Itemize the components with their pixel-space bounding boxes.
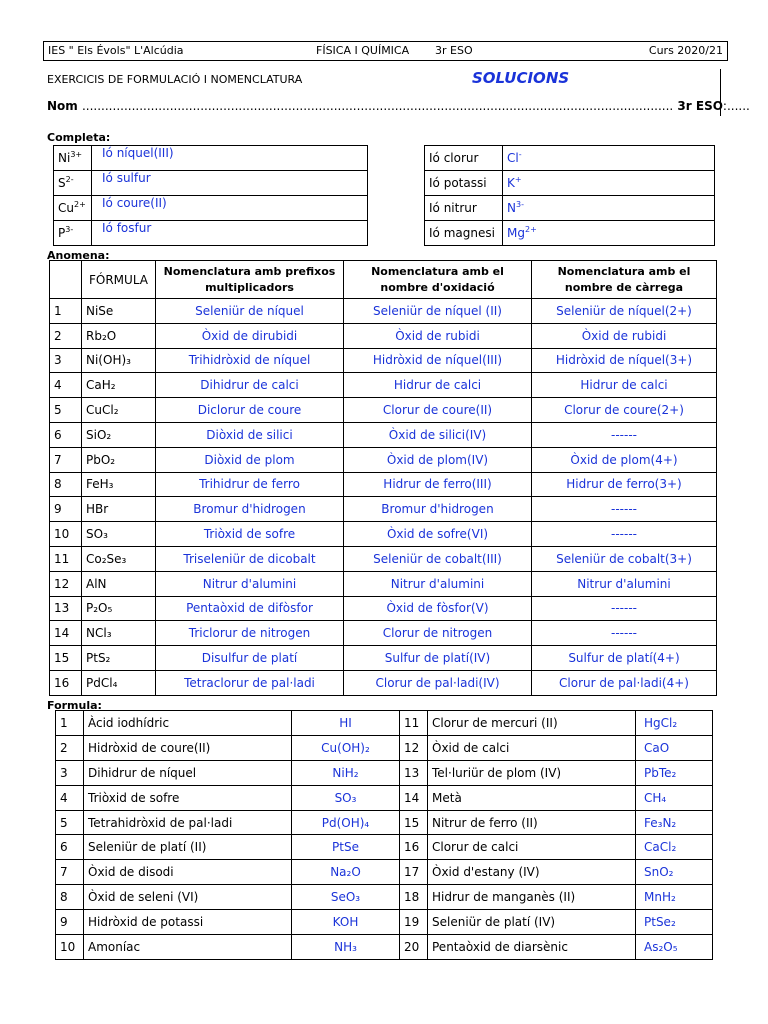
charge-name-answer: ------	[532, 497, 717, 522]
anomena-row	[50, 596, 717, 621]
row-number-left: 5	[56, 810, 84, 835]
anomena-header-number	[50, 261, 82, 299]
row-number: 6	[50, 422, 82, 447]
row-number-right: 20	[400, 935, 428, 960]
charge-name-answer: Clorur de pal·ladi(4+)	[532, 670, 717, 695]
charge-name-answer: ------	[532, 422, 717, 447]
ion-name: Ió nitrur	[425, 196, 503, 221]
oxidation-name-answer: Clorur de nitrogen	[344, 621, 532, 646]
row-number-left: 6	[56, 835, 84, 860]
oxidation-name-answer: Bromur d'hidrogen	[344, 497, 532, 522]
formula-answer-left: SeO₃	[292, 885, 400, 910]
charge-name-answer: Òxid de rubidi	[532, 323, 717, 348]
ion-formula-answer: N	[507, 201, 516, 215]
formula-cell: PdCl₄	[82, 670, 156, 695]
compound-name-left: Òxid de disodi	[84, 860, 292, 885]
formula-answer-left: PtSe	[292, 835, 400, 860]
oxidation-name-answer: Seleniür de níquel (II)	[344, 299, 532, 324]
formula-answer-right: As₂O₅	[636, 935, 713, 960]
anomena-header-row	[50, 261, 717, 299]
row-number-right: 17	[400, 860, 428, 885]
charge-name-answer: ------	[532, 596, 717, 621]
charge-name-answer: ------	[532, 522, 717, 547]
row-number: 15	[50, 646, 82, 671]
charge-name-answer: Òxid de plom(4+)	[532, 447, 717, 472]
completa-left-row	[54, 221, 368, 246]
ion-symbol-cell	[54, 196, 92, 221]
prefix-name-answer: Dihidrur de calci	[156, 373, 344, 398]
anomena-row	[50, 571, 717, 596]
compound-name-left: Tetrahidròxid de pal·ladi	[84, 810, 292, 835]
compound-name-left: Triòxid de sofre	[84, 785, 292, 810]
formula-cell: AlN	[82, 571, 156, 596]
row-number-right: 15	[400, 810, 428, 835]
formula-cell: CaH₂	[82, 373, 156, 398]
anomena-row	[50, 670, 717, 695]
anomena-row	[50, 348, 717, 373]
exercise-title: EXERCICIS DE FORMULACIÓ I NOMENCLATURA	[47, 73, 303, 86]
prefix-name-answer: Diclorur de coure	[156, 398, 344, 423]
completa-right-row	[425, 146, 715, 171]
oxidation-name-answer: Nitrur d'alumini	[344, 571, 532, 596]
formula-answer-right: Fe₃N₂	[636, 810, 713, 835]
row-number-left: 2	[56, 735, 84, 760]
anomena-header-formula: FÓRMULA	[82, 261, 156, 299]
formula-cell: SO₃	[82, 522, 156, 547]
completa-left-table	[53, 145, 368, 246]
charge-name-answer: Sulfur de platí(4+)	[532, 646, 717, 671]
oxidation-name-answer: Òxid de fòsfor(V)	[344, 596, 532, 621]
formula-cell: PbO₂	[82, 447, 156, 472]
formula-answer-left: SO₃	[292, 785, 400, 810]
completa-right-row	[425, 196, 715, 221]
row-number: 12	[50, 571, 82, 596]
row-number: 16	[50, 670, 82, 695]
row-number: 10	[50, 522, 82, 547]
formula-answer-left: NiH₂	[292, 760, 400, 785]
row-number-right: 13	[400, 760, 428, 785]
compound-name-right: Pentaòxid de diarsènic	[428, 935, 636, 960]
prefix-name-answer: Trihidròxid de níquel	[156, 348, 344, 373]
completa-left-row	[54, 146, 368, 171]
charge-name-answer: Nitrur d'alumini	[532, 571, 717, 596]
prefix-name-answer: Diòxid de plom	[156, 447, 344, 472]
row-number: 7	[50, 447, 82, 472]
formula-answer-left: KOH	[292, 910, 400, 935]
formula-answer-left: Na₂O	[292, 860, 400, 885]
formula-answer-right: CH₄	[636, 785, 713, 810]
anomena-header-prefix: Nomenclatura amb prefixos multiplicadors	[156, 261, 344, 299]
compound-name-right: Tel·luriür de plom (IV)	[428, 760, 636, 785]
formula-cell: Rb₂O	[82, 323, 156, 348]
oxidation-name-answer: Òxid de silici(IV)	[344, 422, 532, 447]
row-number-right: 19	[400, 910, 428, 935]
ion-symbol: Cu	[58, 201, 74, 215]
row-number-right: 11	[400, 711, 428, 736]
ion-name: Ió magnesi	[425, 221, 503, 246]
compound-name-right: Òxid d'estany (IV)	[428, 860, 636, 885]
anomena-row	[50, 398, 717, 423]
oxidation-name-answer: Òxid de plom(IV)	[344, 447, 532, 472]
formula-row	[56, 735, 713, 760]
row-number: 8	[50, 472, 82, 497]
completa-right-table	[424, 145, 715, 246]
ion-formula-answer: Cl	[507, 151, 519, 165]
formula-row	[56, 860, 713, 885]
compound-name-left: Amoníac	[84, 935, 292, 960]
oxidation-name-answer: Clorur de pal·ladi(IV)	[344, 670, 532, 695]
compound-name-left: Seleniür de platí (II)	[84, 835, 292, 860]
completa-right-row	[425, 171, 715, 196]
name-line	[47, 99, 750, 113]
prefix-name-answer: Disulfur de platí	[156, 646, 344, 671]
formula-row	[56, 935, 713, 960]
completa-title: Completa:	[47, 131, 111, 144]
ion-formula-answer: K	[507, 176, 515, 190]
prefix-name-answer: Tetraclorur de pal·ladi	[156, 670, 344, 695]
ion-formula-charge: 3-	[515, 200, 524, 209]
compound-name-left: Hidròxid de potassi	[84, 910, 292, 935]
formula-row	[56, 835, 713, 860]
formula-answer-left: Cu(OH)₂	[292, 735, 400, 760]
ion-symbol: P	[58, 226, 66, 240]
completa-left-row	[54, 171, 368, 196]
formula-row	[56, 785, 713, 810]
ion-name: Ió clorur	[425, 146, 503, 171]
prefix-name-answer: Diòxid de silici	[156, 422, 344, 447]
oxidation-name-answer: Òxid de sofre(VI)	[344, 522, 532, 547]
name-dots: ...........................................................................................................................................................	[81, 99, 674, 113]
formula-answer-left: NH₃	[292, 935, 400, 960]
formula-cell: Co₂Se₃	[82, 546, 156, 571]
prefix-name-answer: Triclorur de nitrogen	[156, 621, 344, 646]
charge-name-answer: Seleniür de níquel(2+)	[532, 299, 717, 324]
prefix-name-answer: Trihidrur de ferro	[156, 472, 344, 497]
charge-name-answer: Seleniür de cobalt(3+)	[532, 546, 717, 571]
formula-cell: CuCl₂	[82, 398, 156, 423]
formula-answer-left: HI	[292, 711, 400, 736]
prefix-name-answer: Bromur d'hidrogen	[156, 497, 344, 522]
compound-name-left: Dihidrur de níquel	[84, 760, 292, 785]
compound-name-right: Nitrur de ferro (II)	[428, 810, 636, 835]
oxidation-name-answer: Òxid de rubidi	[344, 323, 532, 348]
compound-name-left: Òxid de seleni (VI)	[84, 885, 292, 910]
ion-formula-answer-cell	[503, 146, 715, 171]
row-number-right: 18	[400, 885, 428, 910]
row-number-left: 3	[56, 760, 84, 785]
compound-name-right: Hidrur de manganès (II)	[428, 885, 636, 910]
ion-symbol-cell	[54, 171, 92, 196]
ion-charge: 2+	[73, 200, 86, 209]
ion-symbol-cell	[54, 146, 92, 171]
formula-row	[56, 760, 713, 785]
anomena-title: Anomena:	[47, 249, 110, 262]
row-number-left: 9	[56, 910, 84, 935]
prefix-name-answer: Nitrur d'alumini	[156, 571, 344, 596]
formula-cell: Ni(OH)₃	[82, 348, 156, 373]
row-number: 11	[50, 546, 82, 571]
oxidation-name-answer: Sulfur de platí(IV)	[344, 646, 532, 671]
row-number-left: 10	[56, 935, 84, 960]
ion-formula-answer-cell	[503, 196, 715, 221]
formula-table	[55, 710, 713, 960]
ion-formula-answer-cell	[503, 221, 715, 246]
formula-answer-right: CaO	[636, 735, 713, 760]
formula-row	[56, 810, 713, 835]
prefix-name-answer: Pentaòxid de difòsfor	[156, 596, 344, 621]
anomena-row	[50, 299, 717, 324]
row-number-left: 7	[56, 860, 84, 885]
ion-name-answer: Ió níquel(III)	[92, 146, 368, 171]
subject-name: FÍSICA I QUÍMICA	[316, 44, 410, 57]
row-number: 1	[50, 299, 82, 324]
name-label: Nom	[47, 99, 78, 113]
row-number-left: 1	[56, 711, 84, 736]
oxidation-name-answer: Seleniür de cobalt(III)	[344, 546, 532, 571]
ion-symbol: Ni	[58, 151, 71, 165]
ion-name-answer: Ió coure(II)	[92, 196, 368, 221]
formula-cell: FeH₃	[82, 472, 156, 497]
formula-row	[56, 885, 713, 910]
anomena-row	[50, 646, 717, 671]
row-number-right: 12	[400, 735, 428, 760]
ion-charge: 2-	[65, 175, 74, 184]
ion-name: Ió potassi	[425, 171, 503, 196]
prefix-name-answer: Seleniür de níquel	[156, 299, 344, 324]
anomena-row	[50, 373, 717, 398]
formula-answer-right: HgCl₂	[636, 711, 713, 736]
completa-left-row	[54, 196, 368, 221]
prefix-name-answer: Triòxid de sofre	[156, 522, 344, 547]
anomena-header-charge: Nomenclatura amb el nombre de càrrega	[532, 261, 717, 299]
charge-name-answer: ------	[532, 621, 717, 646]
formula-cell: NCl₃	[82, 621, 156, 646]
row-number-right: 16	[400, 835, 428, 860]
anomena-header-oxidation: Nomenclatura amb el nombre d'oxidació	[344, 261, 532, 299]
solutions-label: SOLUCIONS	[472, 69, 570, 87]
compound-name-right: Seleniür de platí (IV)	[428, 910, 636, 935]
formula-answer-right: PbTe₂	[636, 760, 713, 785]
formula-title: Formula:	[47, 699, 102, 712]
row-number: 13	[50, 596, 82, 621]
row-number-right: 14	[400, 785, 428, 810]
ion-name-answer: Ió sulfur	[92, 171, 368, 196]
oxidation-name-answer: Hidrur de ferro(III)	[344, 472, 532, 497]
formula-answer-right: MnH₂	[636, 885, 713, 910]
oxidation-name-answer: Clorur de coure(II)	[344, 398, 532, 423]
formula-answer-left: Pd(OH)₄	[292, 810, 400, 835]
formula-cell: HBr	[82, 497, 156, 522]
row-number: 2	[50, 323, 82, 348]
row-number-left: 8	[56, 885, 84, 910]
oxidation-name-answer: Hidrur de calci	[344, 373, 532, 398]
class-dots: :......	[722, 99, 750, 113]
formula-answer-right: PtSe₂	[636, 910, 713, 935]
anomena-table	[49, 260, 717, 696]
completa-right-row	[425, 221, 715, 246]
anomena-row	[50, 422, 717, 447]
row-number: 9	[50, 497, 82, 522]
formula-cell: NiSe	[82, 299, 156, 324]
anomena-row	[50, 497, 717, 522]
level-label: 3r ESO	[435, 44, 473, 57]
anomena-row	[50, 447, 717, 472]
charge-name-answer: Hidrur de ferro(3+)	[532, 472, 717, 497]
school-name: IES " Els Évols" L'Alcúdia	[48, 44, 184, 57]
formula-answer-right: CaCl₂	[636, 835, 713, 860]
charge-name-answer: Hidrur de calci	[532, 373, 717, 398]
oxidation-name-answer: Hidròxid de níquel(III)	[344, 348, 532, 373]
anomena-row	[50, 522, 717, 547]
charge-name-answer: Clorur de coure(2+)	[532, 398, 717, 423]
class-label: 3r ESO	[677, 99, 723, 113]
ion-formula-answer-cell	[503, 171, 715, 196]
formula-row	[56, 711, 713, 736]
compound-name-right: Metà	[428, 785, 636, 810]
charge-name-answer: Hidròxid de níquel(3+)	[532, 348, 717, 373]
compound-name-right: Clorur de calci	[428, 835, 636, 860]
prefix-name-answer: Òxid de dirubidi	[156, 323, 344, 348]
anomena-row	[50, 621, 717, 646]
ion-formula-charge: -	[518, 150, 522, 159]
compound-name-left: Àcid iodhídric	[84, 711, 292, 736]
anomena-row	[50, 323, 717, 348]
row-number: 4	[50, 373, 82, 398]
ion-name-answer: Ió fosfur	[92, 221, 368, 246]
anomena-row	[50, 472, 717, 497]
ion-charge: 3+	[70, 150, 83, 159]
row-number: 14	[50, 621, 82, 646]
ion-symbol: S	[58, 176, 66, 190]
prefix-name-answer: Triseleniür de dicobalt	[156, 546, 344, 571]
document-header	[43, 41, 728, 61]
course-label: Curs 2020/21	[648, 44, 723, 57]
formula-row	[56, 910, 713, 935]
formula-cell: PtS₂	[82, 646, 156, 671]
ion-charge: 3-	[65, 225, 74, 234]
row-number: 5	[50, 398, 82, 423]
ion-formula-answer: Mg	[507, 226, 525, 240]
formula-cell: P₂O₅	[82, 596, 156, 621]
anomena-row	[50, 546, 717, 571]
compound-name-right: Clorur de mercuri (II)	[428, 711, 636, 736]
row-number: 3	[50, 348, 82, 373]
ion-symbol-cell	[54, 221, 92, 246]
ion-formula-charge: 2+	[524, 225, 537, 234]
ion-formula-charge: +	[514, 175, 522, 184]
row-number-left: 4	[56, 785, 84, 810]
compound-name-right: Òxid de calci	[428, 735, 636, 760]
formula-cell: SiO₂	[82, 422, 156, 447]
formula-answer-right: SnO₂	[636, 860, 713, 885]
compound-name-left: Hidròxid de coure(II)	[84, 735, 292, 760]
